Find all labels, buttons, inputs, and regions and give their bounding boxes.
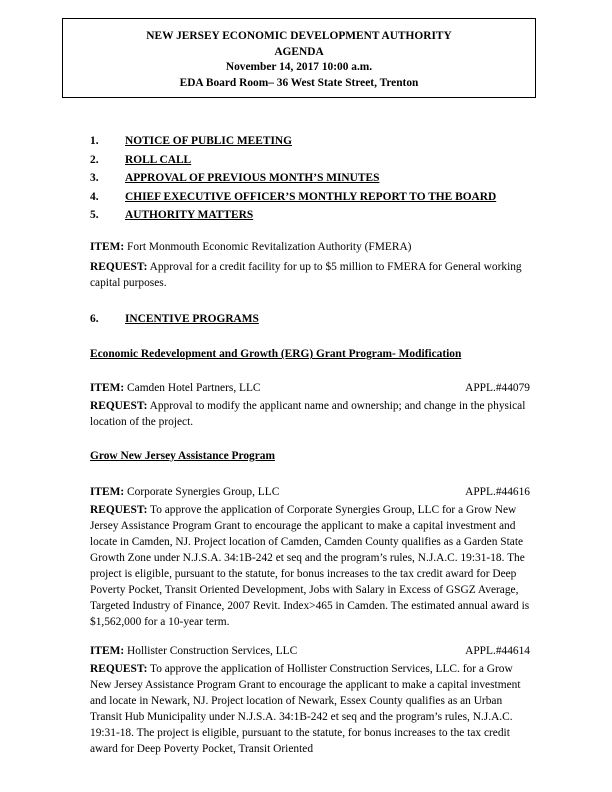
meeting-location: EDA Board Room– 36 West State Street, Trenton bbox=[179, 76, 419, 89]
section-heading bbox=[90, 311, 530, 327]
agenda-item bbox=[90, 152, 530, 171]
section-number: 6. bbox=[90, 313, 99, 325]
request-text: Approval to modify the applicant name and ownership; and change in the physical location of the project. bbox=[90, 400, 526, 428]
application-number: APPL.#44616 bbox=[465, 486, 530, 498]
agenda-label: CHIEF EXECUTIVE OFFICER’S MONTHLY REPORT TO THE BOARD bbox=[125, 190, 497, 203]
program-heading: Grow New Jersey Assistance Program bbox=[90, 450, 275, 462]
request-label: REQUEST: bbox=[90, 663, 148, 675]
item-line bbox=[90, 484, 530, 500]
request-paragraph bbox=[90, 661, 530, 757]
erg-item bbox=[90, 380, 530, 430]
meeting-datetime: November 14, 2017 10:00 a.m. bbox=[225, 61, 373, 73]
request-label: REQUEST: bbox=[90, 504, 148, 516]
agenda-number: 5. bbox=[90, 209, 99, 221]
agenda-label: AUTHORITY MATTERS bbox=[125, 209, 254, 221]
program-heading: Economic Redevelopment and Growth (ERG) Grant Program- Modification bbox=[90, 348, 462, 360]
agenda-header bbox=[62, 18, 536, 98]
item-name: Hollister Construction Services, LLC bbox=[124, 645, 298, 657]
agenda-item bbox=[90, 170, 530, 189]
request-text: To approve the application of Corporate Synergies Group, LLC for a Grow New Jersey Assistance Program Grant to encourage the applicant to make a capital investment and locate in Camden, NJ. Project location of Camden, Camden County qualifies as a Garden State Growth Zone under N.J.S.A. 34:1B-242 et seq and the program’s rules, N.J.A.C. 19:31-18. The project is eligible, pursuant to the statute, for bonus increases to the tax credit award for Deep Poverty Pocket, Transit Oriented Development, Jobs with Salary in Excess of GSGZ Average, Targeted Industry of Finance, 2007 Revit. Index>465 in Camden. The estimated annual award is $1,562,000 for a 10-year term. bbox=[90, 504, 530, 628]
agenda-label: ROLL CALL bbox=[125, 153, 192, 166]
item-label: ITEM: bbox=[90, 486, 125, 498]
document-type: AGENDA bbox=[274, 45, 324, 58]
agenda-number: 3. bbox=[90, 172, 99, 184]
grow-item bbox=[90, 484, 530, 630]
request-label: REQUEST: bbox=[90, 400, 148, 412]
request-paragraph bbox=[90, 259, 530, 291]
agenda-label: NOTICE OF PUBLIC MEETING bbox=[125, 135, 292, 147]
item-name: Fort Monmouth Economic Revitalization Authority (FMERA) bbox=[124, 241, 412, 253]
item-line bbox=[90, 380, 530, 396]
agenda-item bbox=[90, 207, 530, 226]
fmera-item bbox=[90, 239, 530, 291]
item-label: ITEM: bbox=[90, 241, 125, 253]
section-label: INCENTIVE PROGRAMS bbox=[125, 313, 259, 325]
request-label: REQUEST: bbox=[90, 261, 148, 273]
agenda-number: 4. bbox=[90, 190, 99, 203]
application-number: APPL.#44079 bbox=[465, 382, 530, 394]
item-line bbox=[90, 239, 530, 255]
agenda-list bbox=[90, 133, 530, 226]
item-name: Corporate Synergies Group, LLC bbox=[124, 486, 280, 498]
item-label: ITEM: bbox=[90, 382, 125, 394]
agenda-number: 1. bbox=[90, 135, 99, 147]
agenda-item bbox=[90, 189, 530, 208]
request-paragraph bbox=[90, 398, 530, 430]
item-label: ITEM: bbox=[90, 645, 125, 657]
org-name: NEW JERSEY ECONOMIC DEVELOPMENT AUTHORITY bbox=[146, 30, 452, 42]
agenda-item bbox=[90, 133, 530, 152]
agenda-number: 2. bbox=[90, 153, 99, 166]
request-text: Approval for a credit facility for up to $5 million to FMERA for General working capital purposes. bbox=[90, 261, 522, 289]
item-name: Camden Hotel Partners, LLC bbox=[124, 382, 261, 394]
request-text: To approve the application of Hollister Construction Services, LLC. for a Grow New Jersey Assistance Program Grant to encourage the applicant to make a capital investment and locate in Newark, NJ. Project location of Newark, Essex County qualifies as an Urban Transit Hub Municipality under N.J.S.A. 34:1B-242 et seq and the program’s rules, N.J.A.C. 19:31-18. The project is eligible, pursuant to the statute, for bonus increases to the tax credit award for Deep Poverty Pocket, Transit Oriented bbox=[90, 663, 521, 755]
grow-item bbox=[90, 643, 530, 757]
application-number: APPL.#44614 bbox=[465, 645, 530, 657]
agenda-label: APPROVAL OF PREVIOUS MONTH’S MINUTES bbox=[125, 172, 380, 184]
request-paragraph bbox=[90, 502, 530, 630]
item-line bbox=[90, 643, 530, 659]
